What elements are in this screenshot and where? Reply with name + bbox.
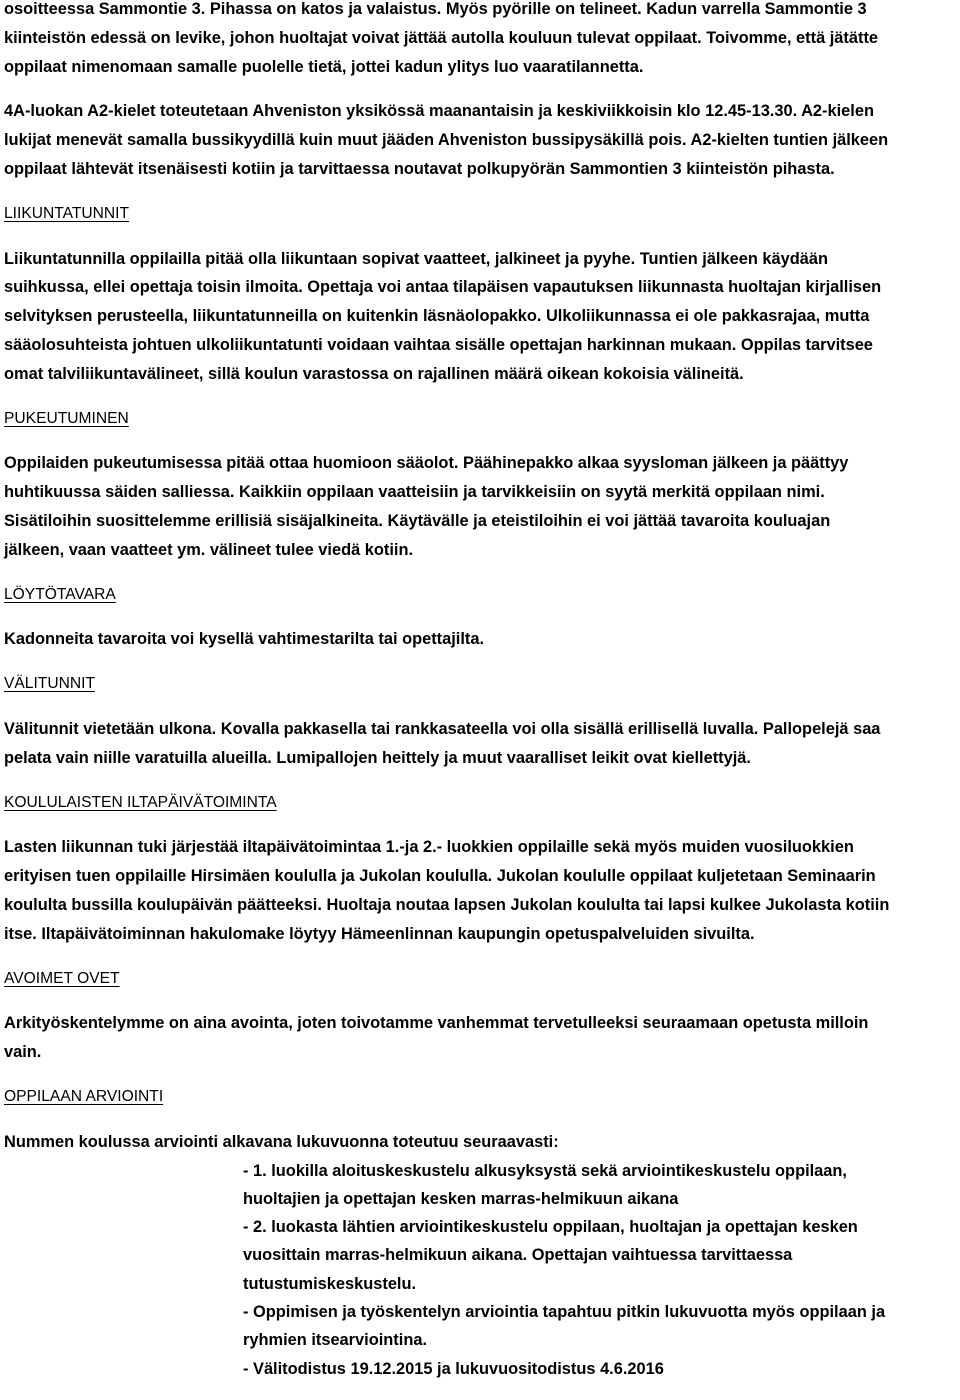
section-text-avoimet-ovet: Arkityöskentelymme on aina avointa, joten toivotamme vanhemmat tervetulleeksi seuraamaan opetusta milloin vain.	[4, 1014, 869, 1062]
section-heading-avoimet-ovet: AVOIMET OVET	[4, 969, 120, 987]
section-text-pukeutuminen: Oppilaiden pukeutumisessa pitää ottaa huomioon sääolot. Päähinepakko alkaa syysloman jälkeen ja päättyy huhtikuussa säiden salliessa. Kaikkiin oppilaan vaatteisiin ja tarvikkeisiin on syytä merkitä oppilaan nimi. Sisätiloihin suosittelemme erillisiä sisäjalkineita. Käytävälle ja eteistiloihin ei voi jättää tavaroita kouluajan jälkeen, vaan vaatteet ym. välineet tulee viedä kotiin.	[4, 454, 849, 559]
intro-paragraph-transport: osoitteessa Sammontie 3. Pihassa on katos ja valaistus. Myös pyörille on telineet. Kadun varrella Sammontie 3 kiinteistön edessä on levike, johon huoltajat voivat jättää autolla kouluun tulevat oppilaat. Toivomme, että jätätte oppilaat nimenomaan samalle puolelle tietä, jottei kadun ylitys luo vaaratilannetta.	[4, 0, 879, 76]
intro-paragraph-a2-languages: 4A-luokan A2-kielet toteutetaan Ahveniston yksikössä maanantaisin ja keskiviikkoisin klo 12.45-13.30. A2-kielen lukijat menevät samalla bussikyydillä kuin muut jääden Ahveniston bussipysäkillä pois. A2-kielten tuntien jälkeen oppilaat lähtevät itsenäisesti kotiin ja tarvittaessa noutavat polkupyörän Sammontien 3 kiinteistön pihasta.	[4, 102, 889, 178]
list-item: - 1. luokilla aloituskeskustelu alkusyksystä sekä arviointikeskustelu oppilaan, huoltajien ja opettajan kesken marras-helmikuun aikana	[243, 1161, 847, 1208]
list-item: - 2. luokasta lähtien arviointikeskustelu oppilaan, huoltajan ja opettajan kesken vuosittain marras-helmikuun aikana. Opettajan vaihtuessa tarvittaessa tutustumiskeskustelu.	[243, 1218, 858, 1293]
section-heading-iltapaiva: KOULULAISTEN ILTAPÄIVÄTOIMINTA	[4, 793, 277, 811]
document-page	[4, 0, 958, 1383]
arviointi-list	[4, 1157, 958, 1383]
section-heading-pukeutuminen: PUKEUTUMINEN	[4, 409, 129, 427]
section-heading-loytotavara: LÖYTÖTAVARA	[4, 585, 116, 603]
section-heading-liikunta: LIIKUNTATUNNIT	[4, 204, 130, 222]
section-text-arviointi: Nummen koulussa arviointi alkavana lukuvuonna toteutuu seuraavasti:	[4, 1132, 559, 1151]
section-text-valitunnit: Välitunnit vietetään ulkona. Kovalla pakkasella tai rankkasateella voi olla sisällä erillisellä luvalla. Pallopelejä saa pelata vain niille varatuilla alueilla. Lumipallojen heittely ja muut vaaralliset leikit ovat kiellettyjä.	[4, 719, 881, 767]
section-text-iltapaiva: Lasten liikunnan tuki järjestää iltapäivätoimintaa 1.-ja 2.- luokkien oppilaille sekä myös muiden vuosiluokkien erityisen tuen oppilaille Hirsimäen koululla ja Jukolan koululla. Jukolan koululle oppilaat kuljetetaan Seminaarin koululta bussilla koulupäivän päätteeksi. Huoltaja noutaa lapsen Jukolan koululta tai lapsi kulkee Jukolasta kotiin itse. Iltapäivätoiminnan hakulomake löytyy Hämeenlinnan kaupungin opetuspalveluiden sivuilta.	[4, 838, 890, 943]
list-item: - Välitodistus 19.12.2015 ja lukuvuositodistus 4.6.2016	[243, 1359, 664, 1378]
section-text-loytotavara: Kadonneita tavaroita voi kysellä vahtimestarilta tai opettajilta.	[4, 630, 485, 649]
list-item: - Oppimisen ja työskentelyn arviointia tapahtuu pitkin lukuvuotta myös oppilaan ja ryhmien itsearviointina.	[243, 1302, 886, 1350]
section-heading-arviointi: OPPILAAN ARVIOINTI	[4, 1087, 164, 1105]
section-heading-valitunnit: VÄLITUNNIT	[4, 675, 95, 693]
section-text-liikunta: Liikuntatunnilla oppilailla pitää olla liikuntaan sopivat vaatteet, jalkineet ja pyyhe. Tuntien jälkeen käydään suihkussa, ellei opettaja toisin ilmoita. Opettaja voi antaa tilapäisen vapautuksen liikunnasta huoltajan kirjallisen selvityksen perusteella, liikuntatunneilla on kuitenkin läsnäolopakko. Ulkoliikunnassa ei ole pakkasrajaa, mutta sääolosuhteista johtuen ulkoliikuntatunti voidaan vaihtaa sisälle opettajan harkinnan mukaan. Oppilas tarvitsee omat talviliikuntavälineet, sillä koulun varastossa on rajallinen määrä oikean kokoisia välineitä.	[4, 249, 882, 383]
